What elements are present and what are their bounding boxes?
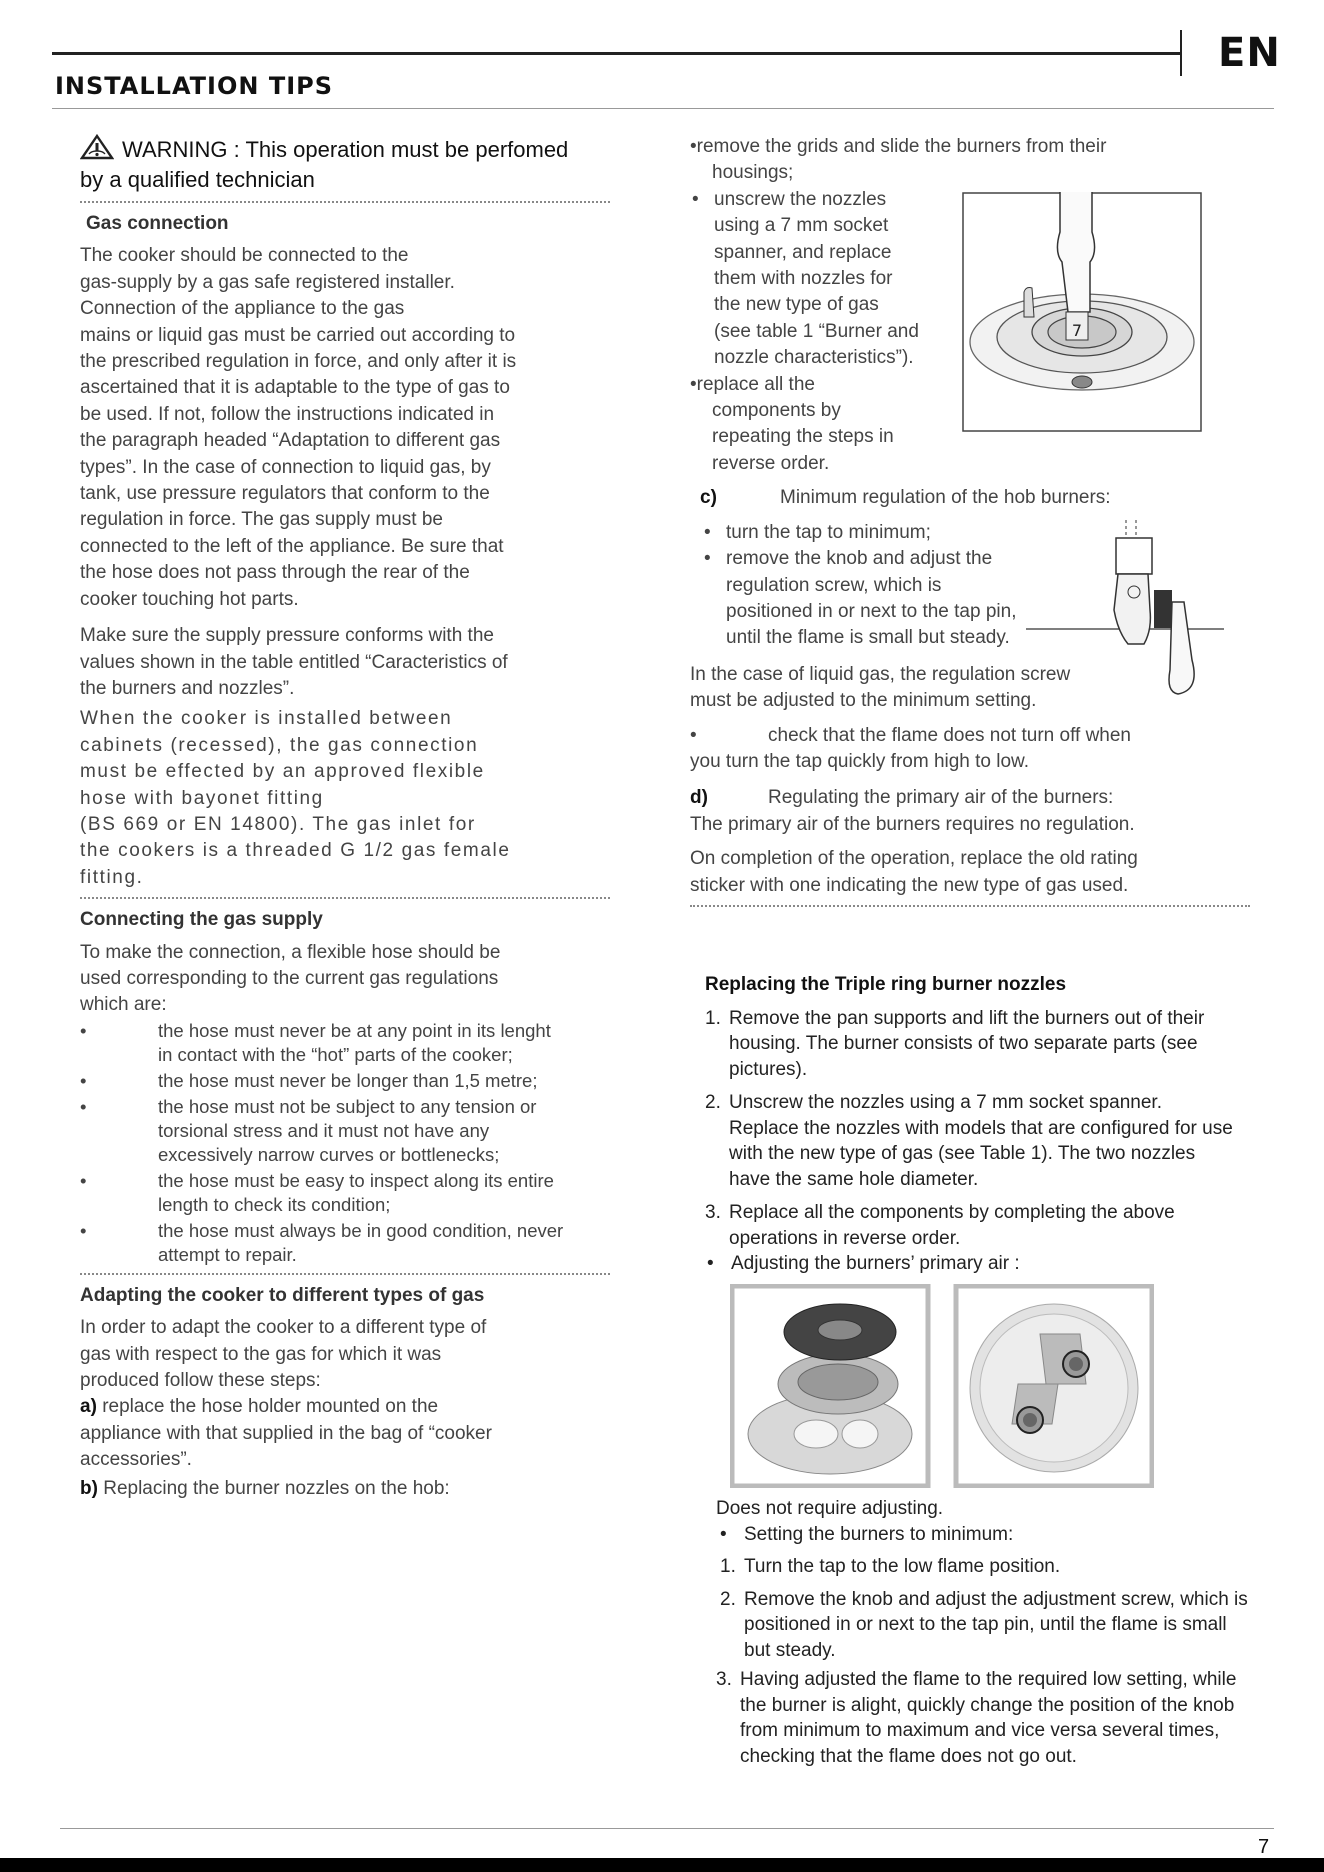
text-line: types”. In the case of connection to liquid gas, by bbox=[80, 456, 491, 478]
footer-rule bbox=[60, 1828, 1274, 1829]
gas-connection-heading: Gas connection bbox=[86, 213, 229, 234]
pressure-text bbox=[80, 623, 610, 702]
list-item: • the hose must always be in good condition, never attempt to repair. bbox=[80, 1219, 610, 1267]
bullet-text: turn the tap to minimum; bbox=[726, 521, 931, 543]
page-number: 7 bbox=[1258, 1836, 1270, 1858]
step-text: Turn the tap to the low flame position. bbox=[744, 1556, 1061, 1577]
divider bbox=[80, 897, 610, 899]
nozzle-size-label: 7 bbox=[1071, 321, 1083, 340]
text-line: Make sure the supply pressure conforms with the bbox=[80, 625, 494, 647]
minimum-section bbox=[716, 1496, 1256, 1769]
step-number: 2. bbox=[705, 1092, 721, 1113]
warning-line-1: WARNING : This operation must be perfomed bbox=[122, 137, 569, 162]
list-item bbox=[705, 1090, 1235, 1192]
text-line: ascertained that it is adaptable to the type of gas to bbox=[80, 377, 510, 399]
list-item bbox=[716, 1554, 1256, 1580]
text-line: cabinets (recessed), the gas connection bbox=[80, 734, 479, 756]
text-line: unscrew the nozzles bbox=[714, 188, 887, 210]
text-line: regulation in force. The gas supply must be bbox=[80, 509, 443, 531]
text-line: replace the hose holder mounted on the bbox=[102, 1396, 439, 1418]
bullet-text: the hose must never be at any point in its lenght in contact with the “hot” parts of the cooker; bbox=[158, 1019, 551, 1065]
header-rule bbox=[52, 52, 1182, 55]
text-line: the burners and nozzles”. bbox=[80, 677, 295, 699]
text-line: The primary air of the burners requires no regulation. bbox=[690, 813, 1135, 835]
text-line: When the cooker is installed between bbox=[80, 708, 453, 730]
header-underline bbox=[52, 108, 1274, 109]
step-label-c: c) bbox=[700, 487, 717, 509]
bullet-text: the hose must be easy to inspect along its entire length to check its condition; bbox=[158, 1169, 554, 1215]
step-text: Having adjusted the flame to the required low setting, while the burner is alight, quickly change the position of the knob from minimum to maximum and vice versa several times, checking that the flame does not go out. bbox=[740, 1669, 1237, 1767]
header-tick bbox=[1180, 30, 1182, 76]
text-line: the prescribed regulation in force, and only after it is bbox=[80, 351, 517, 373]
page-title: INSTALLATION TIPS bbox=[55, 72, 333, 100]
step-number: 3. bbox=[716, 1669, 732, 1690]
supply-heading: Connecting the gas supply bbox=[80, 909, 323, 931]
text-line: Connection of the appliance to the gas bbox=[80, 298, 405, 320]
list-item: • remove the knob and adjust the regulation screw, which is positioned in or next to the tap pin, until the flame is small but steady. bbox=[700, 546, 1030, 652]
text-line: the paragraph headed “Adaptation to different gas bbox=[80, 430, 501, 452]
text-line: reverse order. bbox=[712, 452, 830, 474]
step-text: Setting the burners to minimum: bbox=[744, 1523, 1014, 1545]
text-line: Regulating the primary air of the burners: bbox=[768, 787, 1114, 809]
text-line: them with nozzles for bbox=[714, 268, 893, 290]
text-line: values shown in the table entitled “Caracteristics of bbox=[80, 651, 508, 673]
warning-block bbox=[80, 134, 610, 193]
list-item: • turn the tap to minimum; bbox=[700, 520, 1030, 546]
bullet-text: the hose must not be subject to any tension or torsional stress and it must not have any excessively narrow curves or bottlenecks; bbox=[158, 1095, 537, 1165]
adapting-heading: Adapting the cooker to different types of gas bbox=[80, 1284, 485, 1306]
warning-triangle-icon bbox=[80, 134, 114, 166]
list-item bbox=[716, 1587, 1256, 1664]
text-line: must be adjusted to the minimum setting. bbox=[690, 690, 1037, 712]
list-item bbox=[716, 1667, 1256, 1769]
list-item: • the hose must never be at any point in its lenght in contact with the “hot” parts of the cooker; bbox=[80, 1019, 610, 1067]
text-line: (see table 1 “Burner and bbox=[714, 320, 919, 342]
bullet-dot: • bbox=[692, 188, 699, 210]
step-label-a: a) bbox=[80, 1396, 97, 1418]
gas-connection-text bbox=[80, 243, 610, 613]
list-item: • the hose must be easy to inspect along its entire length to check its condition; bbox=[80, 1169, 610, 1217]
divider bbox=[690, 905, 1250, 907]
step-number: 3. bbox=[705, 1202, 721, 1223]
text-line: Minimum regulation of the hob burners: bbox=[780, 487, 1111, 509]
recessed-text bbox=[80, 706, 610, 891]
step-label-b: b) bbox=[80, 1477, 98, 1499]
bottom-bar bbox=[0, 1858, 1324, 1872]
text-line: fitting. bbox=[80, 866, 144, 888]
supply-text bbox=[80, 940, 610, 1019]
text-line: cooker touching hot parts. bbox=[80, 588, 299, 610]
text-line: •replace all the bbox=[690, 373, 815, 395]
text-line: which are: bbox=[80, 994, 167, 1016]
text-line: repeating the steps in bbox=[712, 426, 894, 448]
left-column bbox=[80, 134, 610, 1502]
text-line: spanner, and replace bbox=[714, 241, 892, 263]
text-line: components by bbox=[712, 400, 841, 422]
completion-text bbox=[690, 846, 1250, 899]
list-item bbox=[705, 1006, 1235, 1083]
divider bbox=[80, 1273, 610, 1275]
text-line: be used. If not, follow the instructions indicated in bbox=[80, 403, 495, 425]
text-line: the new type of gas bbox=[714, 294, 879, 316]
text-line: used corresponding to the current gas regulations bbox=[80, 967, 499, 989]
list-item bbox=[705, 1200, 1235, 1251]
text-line: must be effected by an approved flexible bbox=[80, 761, 485, 783]
text-line: tank, use pressure regulators that conform to the bbox=[80, 483, 490, 505]
text-line: •remove the grids and slide the burners from their bbox=[690, 136, 1107, 157]
text-line: gas with respect to the gas for which it was bbox=[80, 1343, 442, 1365]
text-line: On completion of the operation, replace the old rating bbox=[690, 848, 1138, 870]
triple-ring-section bbox=[705, 972, 1235, 1277]
warning-line-2: by a qualified technician bbox=[80, 167, 315, 192]
text-line: mains or liquid gas must be carried out according to bbox=[80, 324, 516, 346]
text-line: gas-supply by a gas safe registered installer. bbox=[80, 271, 455, 293]
text-line: housings; bbox=[712, 162, 794, 184]
text-line: connected to the left of the appliance. Be sure that bbox=[80, 535, 504, 557]
text-line: Replacing the burner nozzles on the hob: bbox=[103, 1477, 450, 1499]
text-line: accessories”. bbox=[80, 1449, 192, 1471]
text-line: using a 7 mm socket bbox=[714, 215, 889, 237]
text-line: To make the connection, a flexible hose should be bbox=[80, 941, 501, 963]
step-number: 1. bbox=[720, 1556, 736, 1577]
triple-ring-burner-figure bbox=[730, 1284, 1154, 1488]
text-line: produced follow these steps: bbox=[80, 1370, 321, 1391]
text-line: The cooker should be connected to the bbox=[80, 245, 409, 267]
c-bullets bbox=[690, 520, 1030, 652]
list-item: • Setting the burners to minimum: bbox=[716, 1522, 1256, 1548]
divider bbox=[80, 201, 610, 203]
text-line: check that the flame does not turn off when bbox=[768, 724, 1131, 746]
triple-heading: Replacing the Triple ring burner nozzles bbox=[705, 974, 1067, 995]
text-line: nozzle characteristics”). bbox=[714, 347, 914, 369]
text-line: hose with bayonet fitting bbox=[80, 787, 324, 809]
list-item: • Adjusting the burners’ primary air : bbox=[705, 1251, 1235, 1277]
step-number: 2. bbox=[720, 1588, 736, 1610]
step-text: Adjusting the burners’ primary air : bbox=[731, 1253, 1020, 1274]
bullet-text: remove the knob and adjust the regulation screw, which is positioned in or next to the tap pin, until the flame is small but steady. bbox=[726, 548, 1017, 649]
adapting-text bbox=[80, 1315, 610, 1502]
step-text: Remove the knob and adjust the adjustment screw, which is positioned in or next to the tap pin, until the flame is small but steady. bbox=[744, 1588, 1248, 1661]
step-number: 1. bbox=[705, 1007, 721, 1029]
unscrew-text bbox=[714, 187, 919, 372]
bullet-text: the hose must never be longer than 1,5 metre; bbox=[158, 1069, 538, 1091]
step-text: Remove the pan supports and lift the burners out of their housing. The burner consists of two separate parts (see pictures). bbox=[729, 1007, 1205, 1080]
text-line: you turn the tap quickly from high to low. bbox=[690, 750, 1030, 772]
text-line: In order to adapt the cooker to a different type of bbox=[80, 1317, 487, 1339]
supply-bullets bbox=[80, 1019, 610, 1267]
text-line: sticker with one indicating the new type of gas used. bbox=[690, 874, 1129, 896]
list-item: • the hose must not be subject to any tension or torsional stress and it must not have any excessively narrow curves or bottlenecks; bbox=[80, 1095, 610, 1167]
text-line: In the case of liquid gas, the regulation screw bbox=[690, 663, 1071, 685]
list-item: • the hose must never be longer than 1,5 metre; bbox=[80, 1069, 538, 1091]
text-line: the hose does not pass through the rear of the bbox=[80, 562, 470, 584]
step-label-d: d) bbox=[690, 787, 708, 809]
nozzle-spanner-figure bbox=[962, 192, 1202, 432]
step-text: Replace all the components by completing the above operations in reverse order. bbox=[729, 1202, 1175, 1249]
text-line: the cookers is a threaded G 1/2 gas female bbox=[80, 840, 511, 862]
language-label: EN bbox=[1218, 30, 1281, 76]
bullet-dot: • bbox=[690, 724, 697, 746]
step-text: Unscrew the nozzles using a 7 mm socket spanner. Replace the nozzles with models that are configured for use with the new type of gas (see Table 1). The two nozzles have the same hole diameter. bbox=[729, 1092, 1233, 1190]
text-line: (BS 669 or EN 14800). The gas inlet for bbox=[80, 813, 476, 835]
text-line: Does not require adjusting. bbox=[716, 1498, 944, 1519]
tap-regulation-figure bbox=[1026, 520, 1224, 700]
bullet-text: the hose must always be in good condition, never attempt to repair. bbox=[158, 1219, 564, 1265]
text-line: appliance with that supplied in the bag of “cooker bbox=[80, 1422, 492, 1444]
